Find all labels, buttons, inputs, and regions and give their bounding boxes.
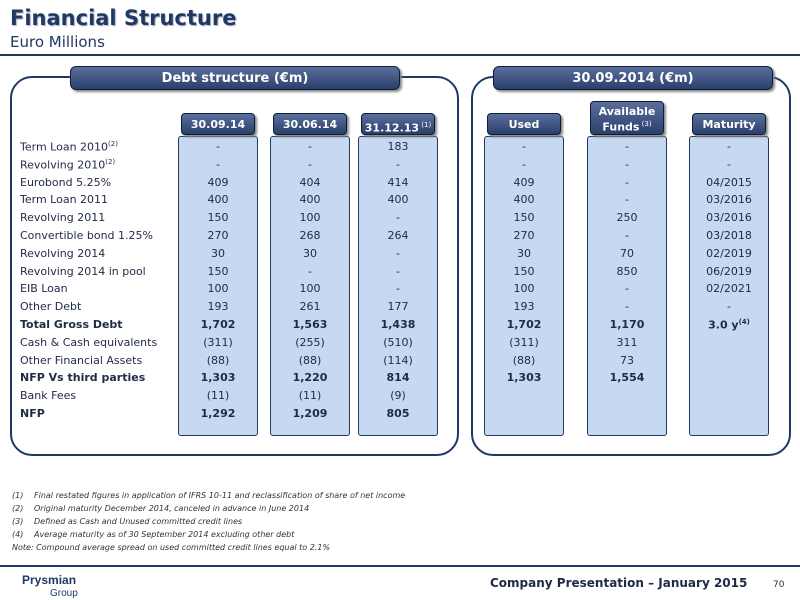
- table-cell: [484, 282, 564, 295]
- table-cell: [178, 336, 258, 349]
- table-cell: [270, 140, 350, 153]
- cell-value: 100: [299, 282, 321, 296]
- table-cell: [484, 193, 564, 206]
- cell-value: -: [216, 157, 220, 171]
- table-cell: [587, 300, 667, 313]
- row-label: [20, 389, 76, 402]
- cell-value: 73: [620, 353, 634, 367]
- table-cell: [484, 371, 564, 384]
- cell-value: 03/2016: [706, 193, 752, 207]
- table-cell: [270, 354, 350, 367]
- footnote-line: [12, 541, 405, 554]
- table-cell: [178, 300, 258, 313]
- cell-value: 30: [303, 246, 317, 260]
- table-cell: [178, 211, 258, 224]
- row-label-text: Bank Fees: [20, 389, 77, 403]
- current-period-header: 30.09.2014 (€m): [493, 66, 773, 90]
- cell-value: 193: [513, 300, 535, 314]
- table-cell: [587, 282, 667, 295]
- cell-value: -: [396, 211, 400, 225]
- row-label-text: Revolving 2011: [20, 211, 106, 225]
- cell-value: 100: [513, 282, 535, 296]
- table-cell: [689, 158, 769, 171]
- footnote-number: (3): [12, 517, 24, 526]
- table-cell: [178, 193, 258, 206]
- cell-value: -: [308, 140, 312, 153]
- column-header-5: [590, 101, 664, 135]
- column-header-6: [692, 113, 766, 135]
- table-cell: [270, 336, 350, 349]
- table-cell: [689, 318, 769, 332]
- cell-value: 150: [207, 264, 229, 278]
- row-label: [20, 229, 153, 242]
- row-label: [20, 158, 115, 172]
- cell-value: 1,438: [380, 318, 416, 331]
- cell-value: -: [625, 229, 629, 242]
- table-cell: [358, 247, 438, 260]
- cell-value: 814: [386, 371, 410, 385]
- table-cell: [484, 265, 564, 278]
- cell-value: 183: [387, 140, 409, 153]
- table-cell: [178, 407, 258, 420]
- column-header-label: Available Funds: [598, 105, 656, 134]
- table-cell: [178, 229, 258, 242]
- table-cell: [484, 354, 564, 367]
- table-cell: [587, 336, 667, 349]
- table-cell: [358, 140, 438, 153]
- cell-value: -: [625, 140, 629, 153]
- table-cell: [270, 229, 350, 242]
- row-label: [20, 318, 123, 331]
- table-cell: [484, 318, 564, 331]
- table-cell: [587, 176, 667, 189]
- cell-value: (311): [509, 335, 539, 349]
- page-number: 70: [773, 580, 785, 590]
- table-cell: [358, 318, 438, 331]
- table-cell: [358, 300, 438, 313]
- footnotes: [12, 489, 405, 554]
- row-label-text: Convertible bond 1.25%: [20, 229, 153, 242]
- cell-value: -: [727, 300, 731, 314]
- cell-value: 400: [299, 193, 321, 207]
- cell-value: 414: [387, 175, 409, 189]
- row-label-text: Total Gross Debt: [20, 318, 123, 331]
- maturity-footnote-ref: (4): [738, 318, 750, 326]
- row-label: [20, 354, 142, 367]
- cell-value: -: [625, 300, 629, 314]
- title-divider: [0, 54, 800, 56]
- cell-value: (88): [298, 353, 322, 367]
- column-header-4: [487, 113, 561, 135]
- row-label-text: Revolving 2014 in pool: [20, 264, 146, 278]
- cell-value: 177: [387, 300, 409, 314]
- debt-structure-header: Debt structure (€m): [70, 66, 400, 90]
- cell-value: 1,702: [200, 318, 236, 331]
- cell-value: 30: [211, 246, 225, 260]
- cell-value: 805: [386, 407, 410, 420]
- table-cell: [484, 229, 564, 242]
- cell-value: 100: [207, 282, 229, 296]
- row-label-text: NFP Vs third parties: [20, 371, 146, 385]
- footnote-line: [12, 502, 405, 515]
- table-cell: [587, 354, 667, 367]
- cell-value: 400: [513, 193, 535, 207]
- table-cell: [178, 389, 258, 402]
- cell-value: -: [396, 282, 400, 296]
- table-cell: [587, 158, 667, 171]
- column-header-label: Used: [508, 118, 540, 131]
- cell-value: (88): [512, 353, 536, 367]
- cell-value: 264: [387, 229, 409, 242]
- row-label: [20, 407, 45, 420]
- table-cell: [270, 265, 350, 278]
- cell-value: -: [625, 157, 629, 171]
- cell-value: -: [396, 157, 400, 171]
- row-label-text: NFP: [20, 407, 45, 420]
- table-cell: [358, 193, 438, 206]
- cell-value: (11): [206, 389, 230, 403]
- row-label-text: Cash & Cash equivalents: [20, 335, 158, 349]
- cell-value: 409: [207, 175, 229, 189]
- footnote-text: Original maturity December 2014, canceled in advance in June 2014: [34, 504, 310, 513]
- table-cell: [484, 140, 564, 153]
- cell-value: -: [727, 140, 731, 153]
- table-cell: [484, 211, 564, 224]
- table-cell: [270, 247, 350, 260]
- presentation-label: Company Presentation – January 2015: [490, 576, 748, 590]
- table-cell: [178, 158, 258, 171]
- table-cell: [178, 176, 258, 189]
- row-label: [20, 300, 81, 313]
- cell-value: 1,170: [609, 318, 645, 331]
- row-label-text: Revolving 2014: [20, 246, 106, 260]
- table-cell: [358, 176, 438, 189]
- row-label: [20, 211, 105, 224]
- table-cell: [358, 211, 438, 224]
- table-cell: [358, 354, 438, 367]
- cell-value: -: [625, 282, 629, 296]
- cell-value: -: [308, 264, 312, 278]
- cell-value: 1,292: [200, 407, 236, 420]
- table-cell: [484, 158, 564, 171]
- row-label: [20, 282, 68, 295]
- footnote-text: Average maturity as of 30 September 2014 excluding other debt: [34, 530, 295, 539]
- cell-value: -: [727, 157, 731, 171]
- table-cell: [484, 300, 564, 313]
- table-cell: [358, 389, 438, 402]
- cell-value: 1,303: [506, 371, 542, 385]
- cell-value: 311: [616, 335, 638, 349]
- cell-value: 150: [513, 264, 535, 278]
- cell-value: -: [625, 175, 629, 189]
- footer-divider: [0, 565, 800, 567]
- table-cell: [358, 229, 438, 242]
- table-cell: [689, 211, 769, 224]
- cell-value: 150: [207, 211, 229, 225]
- table-cell: [358, 407, 438, 420]
- row-label: [20, 371, 145, 384]
- cell-value: (510): [383, 335, 413, 349]
- cell-value: -: [522, 140, 526, 153]
- row-label-text: Revolving 2010: [20, 158, 106, 172]
- table-cell: [270, 193, 350, 206]
- cell-value: 400: [207, 193, 229, 207]
- table-cell: [689, 282, 769, 295]
- table-cell: [587, 229, 667, 242]
- column-header-label: 30.06.14: [282, 118, 338, 131]
- cell-value: 193: [207, 300, 229, 314]
- table-cell: [689, 265, 769, 278]
- cell-value: 1,702: [506, 318, 542, 331]
- column-header-label: 30.09.14: [190, 118, 246, 131]
- cell-value: 03/2018: [706, 229, 752, 242]
- row-label-text: Other Debt: [20, 300, 82, 314]
- table-cell: [587, 211, 667, 224]
- table-cell: [270, 176, 350, 189]
- table-cell: [358, 371, 438, 384]
- table-cell: [358, 265, 438, 278]
- table-cell: [587, 247, 667, 260]
- table-cell: [270, 318, 350, 331]
- cell-value: 404: [299, 175, 321, 189]
- cell-value: 150: [513, 211, 535, 225]
- cell-value: 06/2019: [706, 264, 752, 278]
- page-title: Financial Structure: [10, 6, 237, 30]
- table-cell: [689, 176, 769, 189]
- table-cell: [270, 211, 350, 224]
- cell-value: 30: [517, 246, 531, 260]
- row-label: [20, 140, 118, 154]
- cell-value: 100: [299, 211, 321, 225]
- cell-value: 1,220: [292, 371, 328, 385]
- cell-value: 02/2019: [706, 246, 752, 260]
- cell-value: 04/2015: [706, 175, 752, 189]
- row-label-text: Eurobond 5.25%: [20, 175, 112, 189]
- row-footnote-ref: (2): [108, 140, 118, 148]
- column-header-footnote-ref: (3): [639, 120, 652, 128]
- row-footnote-ref: (2): [105, 157, 116, 166]
- cell-value: 268: [299, 229, 321, 242]
- row-label-text: EIB Loan: [20, 282, 68, 296]
- cell-value: -: [522, 157, 526, 171]
- row-label-text: Term Loan 2011: [20, 193, 109, 207]
- table-cell: [270, 371, 350, 384]
- cell-value: -: [396, 246, 400, 260]
- footnote-line: [12, 528, 405, 541]
- table-cell: [178, 354, 258, 367]
- column-header-label: Maturity: [702, 118, 756, 131]
- table-cell: [587, 193, 667, 206]
- table-cell: [587, 318, 667, 331]
- cell-value: 400: [387, 193, 409, 207]
- column-header-2: [273, 113, 347, 135]
- table-cell: [178, 247, 258, 260]
- row-label: [20, 265, 146, 278]
- footnote-text: Final restated figures in application of IFRS 10-11 and reclassification of share of net income: [34, 491, 406, 500]
- table-cell: [270, 300, 350, 313]
- cell-value: 1,209: [292, 407, 328, 420]
- cell-value: -: [625, 193, 629, 207]
- logo-text-secondary: Group: [50, 588, 78, 598]
- table-cell: [270, 158, 350, 171]
- table-cell: [484, 247, 564, 260]
- table-cell: [587, 265, 667, 278]
- cell-value: 02/2021: [706, 282, 752, 296]
- row-label: [20, 336, 157, 349]
- column-header-footnote-ref: (1): [419, 121, 432, 129]
- table-cell: [270, 389, 350, 402]
- table-cell: [178, 282, 258, 295]
- cell-value: -: [216, 140, 220, 153]
- footnote-text: Note: Compound average spread on used committed credit lines equal to 2.1%: [12, 543, 331, 552]
- table-cell: [358, 282, 438, 295]
- cell-value: (88): [206, 353, 230, 367]
- prysmian-logo: [20, 572, 90, 598]
- table-cell: [484, 336, 564, 349]
- footnote-number: (4): [12, 530, 24, 539]
- footnote-number: (2): [12, 504, 24, 513]
- cell-value: 03/2016: [706, 211, 752, 225]
- row-label-text: Other Financial Assets: [20, 353, 143, 367]
- footnote-line: [12, 489, 405, 502]
- cell-value: (311): [203, 335, 233, 349]
- cell-value: (9): [390, 389, 406, 403]
- table-cell: [178, 140, 258, 153]
- cell-value: 270: [513, 229, 535, 242]
- cell-value: (255): [295, 335, 325, 349]
- table-cell: [358, 158, 438, 171]
- cell-value: 3.0 y: [708, 318, 739, 332]
- cell-value: (11): [298, 389, 322, 403]
- cell-value: 270: [207, 229, 229, 242]
- cell-value: 409: [513, 175, 535, 189]
- cell-value: 1,563: [292, 318, 328, 331]
- cell-value: -: [396, 264, 400, 278]
- cell-value: 1,303: [200, 371, 236, 385]
- row-label: [20, 193, 108, 206]
- cell-value: 261: [299, 300, 321, 314]
- row-label-text: Term Loan 2010: [20, 140, 109, 154]
- row-label: [20, 176, 111, 189]
- cell-value: -: [308, 157, 312, 171]
- table-cell: [178, 371, 258, 384]
- cell-value: 1,554: [609, 371, 645, 385]
- column-header-1: [181, 113, 255, 135]
- page-subtitle: Euro Millions: [10, 33, 105, 51]
- table-cell: [587, 371, 667, 384]
- table-cell: [178, 318, 258, 331]
- cell-value: 70: [620, 246, 634, 260]
- table-cell: [689, 247, 769, 260]
- table-cell: [587, 140, 667, 153]
- row-label: [20, 247, 105, 260]
- logo-text-primary: Prysmian: [22, 573, 77, 587]
- cell-value: (114): [383, 353, 413, 367]
- table-cell: [689, 193, 769, 206]
- table-cell: [270, 407, 350, 420]
- column-header-3: [361, 113, 435, 135]
- cell-value: 250: [616, 211, 638, 225]
- table-cell: [178, 265, 258, 278]
- table-cell: [689, 300, 769, 313]
- table-cell: [270, 282, 350, 295]
- table-cell: [484, 176, 564, 189]
- footnote-line: [12, 515, 405, 528]
- footnote-text: Defined as Cash and Unused committed credit lines: [34, 517, 243, 526]
- table-cell: [689, 229, 769, 242]
- table-cell: [689, 140, 769, 153]
- table-cell: [358, 336, 438, 349]
- cell-value: 850: [616, 264, 638, 278]
- footnote-number: (1): [12, 491, 24, 500]
- column-header-label: 31.12.13: [364, 121, 420, 135]
